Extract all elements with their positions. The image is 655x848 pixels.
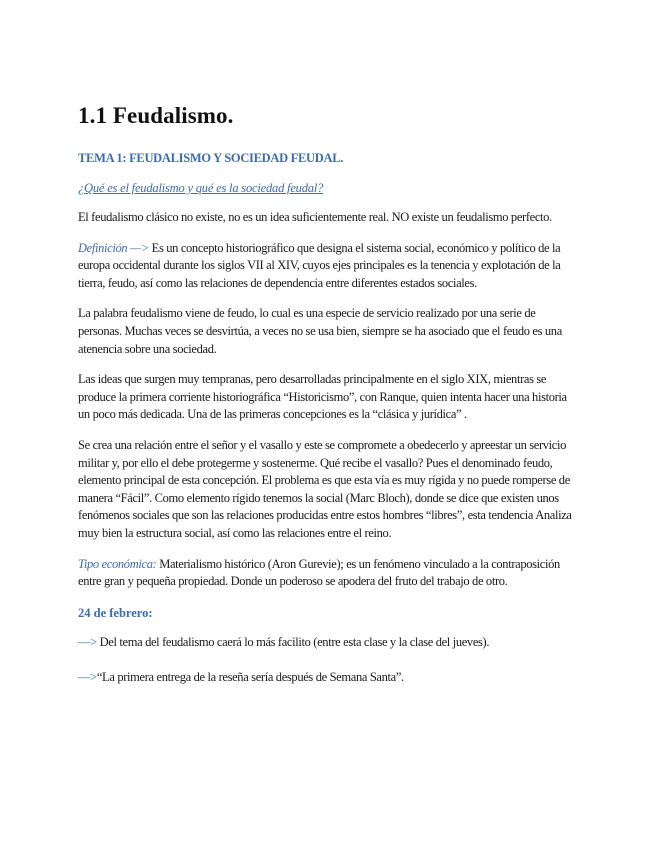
arrow-icon: —> bbox=[78, 634, 97, 649]
arrow-icon: —> bbox=[78, 670, 97, 685]
paragraph-definition bbox=[78, 240, 580, 293]
note-2-text: “La primera entrega de la reseña sería después de Semana Santa”. bbox=[96, 670, 404, 685]
note-2 bbox=[78, 669, 580, 687]
paragraph-relation: Se crea una relación entre el señor y el vasallo y este se compromete a obedecerlo y apreestar un servicio militar y, por ello el debe protegerme y sostenerme. Qué recibe el vasallo? Pues el denominado feudo, elemento principal de esta concepción. El problema es que esta vía es muy rígida y no puede romperse de manera “Fácil”. Como elemento rígido tenemos la social (Marc Bloch), donde se dice que existen unos fenómenos sociales que son las relaciones producidas entre estos hombres “libres”, esta tendencia Analiza muy bien la estructura social, así como las relaciones entre el reino. bbox=[78, 437, 572, 540]
paragraph-intro: El feudalismo clásico no existe, no es un idea suficientemente real. NO existe un feudalismo perfecto. bbox=[78, 210, 552, 224]
definition-label: Definición —> bbox=[78, 240, 149, 255]
definition-text: Es un concepto historiográfico que designa el sistema social, económico y político de la europa occidental durante los siglos VII al XIV, cuyos ejes principales es la tenencia y explotación de la tierra, feudo, así como las relaciones de dependencia entre diferentes estados sociales. bbox=[78, 240, 561, 290]
economic-type-label: Tipo económica: bbox=[78, 556, 157, 571]
document-page bbox=[78, 100, 580, 687]
question-heading: ¿Qué es el feudalismo y qué es la sociedad feudal? bbox=[78, 181, 324, 195]
economic-type-text: Materialismo histórico (Aron Gurevie); es un fenómeno vinculado a la contraposición entre gran y pequeña propiedad. Donde un poderoso se apodera del fruto del trabajo de otro. bbox=[78, 556, 560, 589]
note-1 bbox=[78, 634, 580, 652]
paragraph-etymology: La palabra feudalismo viene de feudo, lo cual es una especie de servicio realizado por una serie de personas. Muchas veces se desvirtúa, a veces no se usa bien, siempre se ha asociado que el feudo es una atenencia sobre una sociedad. bbox=[78, 306, 562, 356]
topic-title: TEMA 1: FEUDALISMO Y SOCIEDAD FEUDAL. bbox=[78, 151, 344, 165]
date-heading: 24 de febrero: bbox=[78, 605, 153, 620]
section-heading: 1.1 Feudalismo. bbox=[78, 103, 234, 128]
paragraph-economic bbox=[78, 556, 580, 591]
paragraph-origins: Las ideas que surgen muy tempranas, pero desarrolladas principalmente en el siglo XIX, mientras se produce la primera corriente historiográfica “Historicismo”, con Ranque, quien intenta hacer una historia un poco más dedicada. Una de las primeras concepciones es la “clásica y jurídica” . bbox=[78, 372, 567, 422]
note-1-text: Del tema del feudalismo caerá lo más facilito (entre esta clase y la clase del jueves). bbox=[96, 634, 490, 649]
